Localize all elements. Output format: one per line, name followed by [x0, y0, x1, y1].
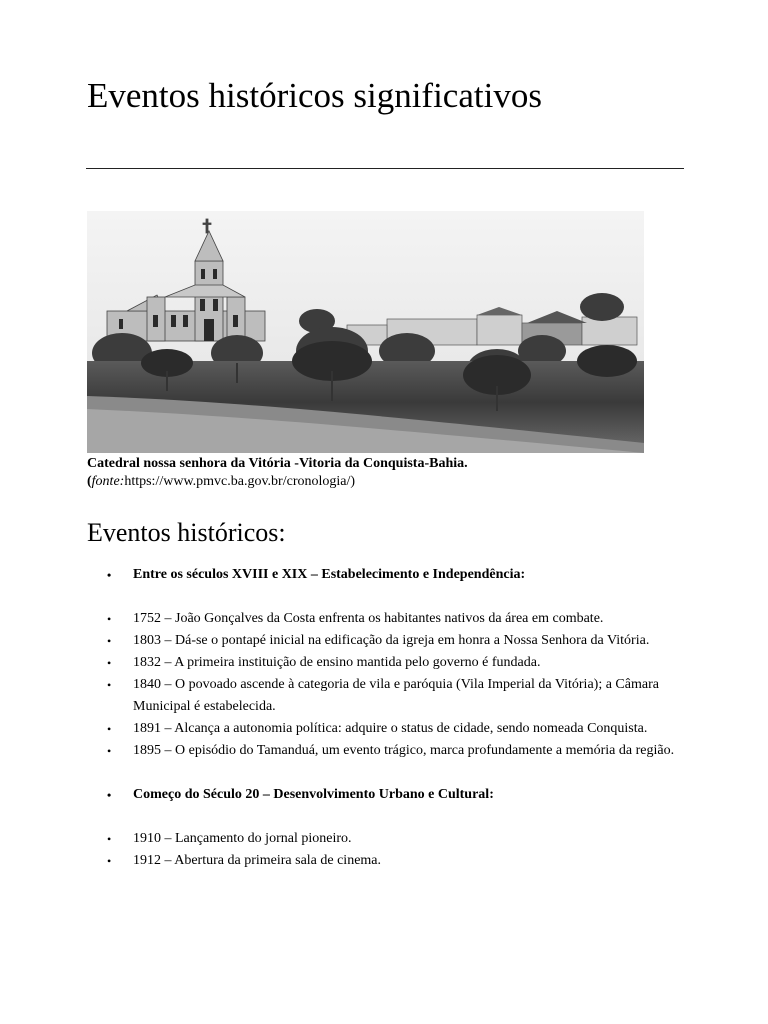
list-item-text: 1803 – Dá-se o pontapé inicial na edificação da igreja em honra a Nossa Senhora da Vitória. [133, 633, 650, 648]
list-item-text: 1840 – O povoado ascende à categoria de vila e paróquia (Vila Imperial da Vitória); a Câmara Municipal é estabelecida. [133, 677, 659, 714]
horizontal-rule [86, 168, 684, 169]
group-heading-text: Começo do Século 20 – Desenvolvimento Urbano e Cultural: [133, 787, 494, 802]
bullet: • [107, 634, 112, 648]
source-paren: ( [87, 474, 92, 489]
photo-caption [87, 455, 687, 491]
bullet: • [107, 612, 112, 626]
list-item [87, 608, 687, 630]
events-list [87, 564, 687, 872]
bullet: • [107, 744, 112, 758]
bullet: • [107, 854, 112, 868]
source-label: fonte: [91, 474, 125, 489]
caption-title: Catedral nossa senhora da Vitória -Vitoria da Conquista-Bahia. [87, 456, 468, 471]
bullet: • [107, 656, 112, 670]
list-item-text: 1832 – A primeira instituição de ensino mantida pelo governo é fundada. [133, 655, 541, 670]
page-title: Eventos históricos significativos [87, 76, 542, 115]
bullet: • [107, 832, 112, 846]
list-item [87, 718, 687, 740]
group-heading [87, 784, 687, 806]
list-item-text: 1895 – O episódio do Tamanduá, um evento trágico, marca profundamente a memória da região. [133, 743, 675, 758]
bullet: • [107, 722, 112, 736]
section-heading: Eventos históricos: [87, 518, 286, 547]
list-item-text: 1912 – Abertura da primeira sala de cinema. [133, 853, 382, 868]
list-item [87, 674, 687, 718]
bullet: • [107, 678, 112, 692]
list-item [87, 828, 687, 850]
bullet: • [107, 568, 112, 582]
list-item-text: 1752 – João Gonçalves da Costa enfrenta os habitantes nativos da área em combate. [133, 611, 604, 626]
list-item [87, 740, 687, 762]
list-item-text: 1891 – Alcança a autonomia política: adquire o status de cidade, sendo nomeada Conquista. [133, 721, 648, 736]
list-item-text: 1910 – Lançamento do jornal pioneiro. [133, 831, 352, 846]
bullet: • [107, 788, 112, 802]
group-heading [87, 564, 687, 586]
source-url: https://www.pmvc.ba.gov.br/cronologia/) [124, 474, 356, 489]
cathedral-photo [87, 211, 644, 453]
list-item [87, 652, 687, 674]
list-item [87, 850, 687, 872]
list-item [87, 630, 687, 652]
group-heading-text: Entre os séculos XVIII e XIX – Estabelecimento e Independência: [133, 567, 526, 582]
caption-source [87, 474, 355, 489]
